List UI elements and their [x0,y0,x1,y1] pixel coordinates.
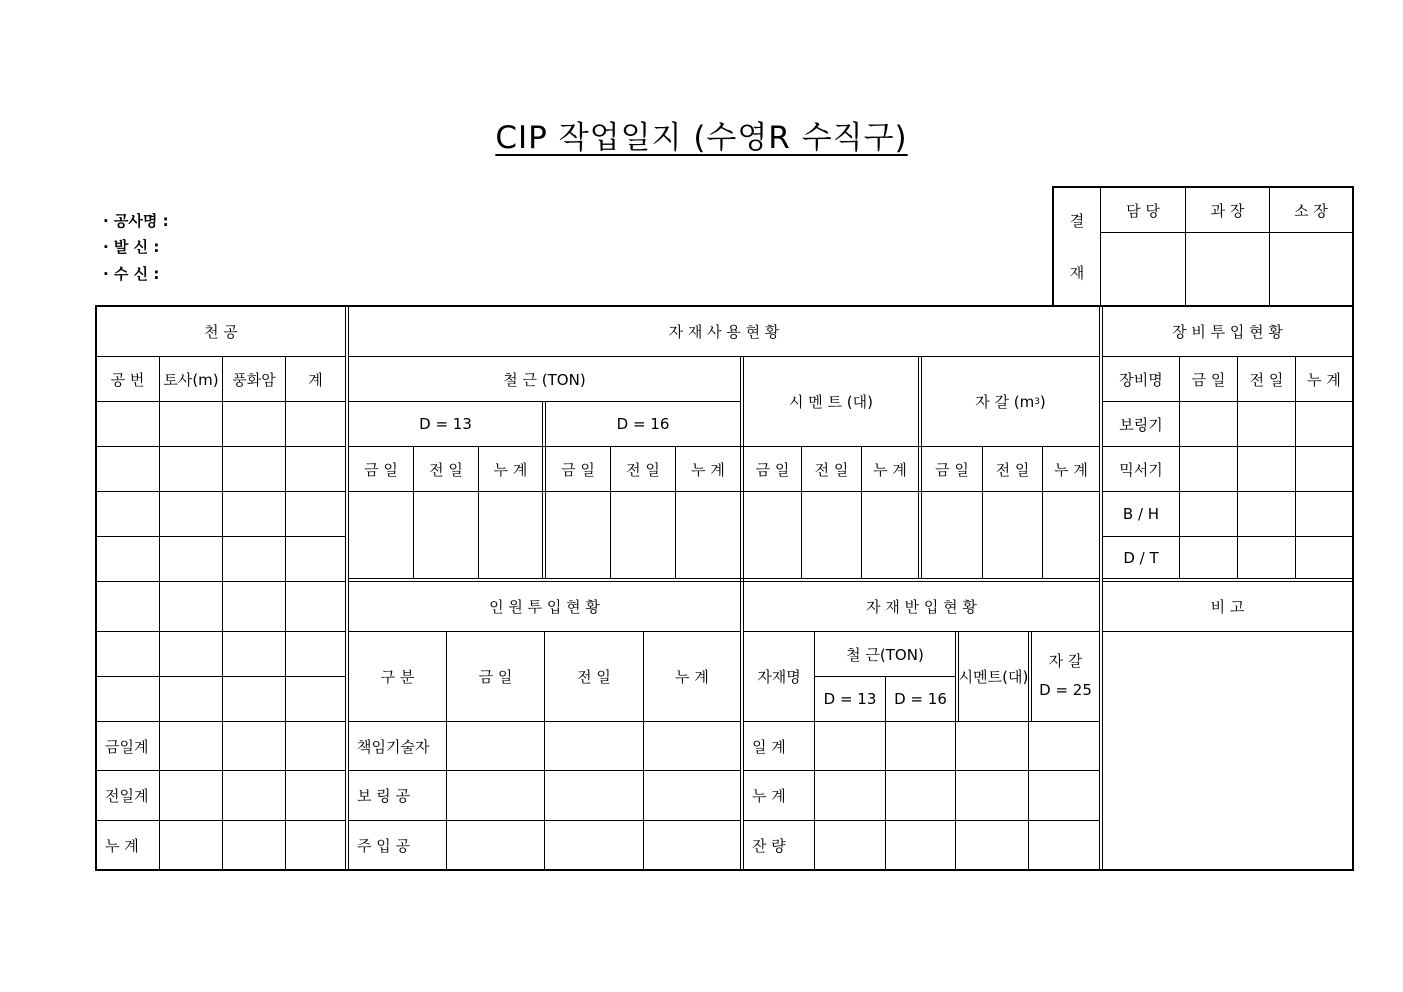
receiver-label: · 수 신 : [103,265,160,283]
equipment-col-prev: 전 일 [1249,370,1284,389]
approval-role-manager: 담 당 [1126,201,1160,220]
delivery-col-rebar-d13: D = 13 [823,690,877,708]
delivery-col-rebar: 철 근(TON) [846,645,924,664]
manpower-row-chief-engineer: 책임기술자 [357,737,430,756]
delivery-row-daily: 일 계 [752,737,786,756]
drilling-col-weathered-rock: 풍화암 [232,370,276,389]
drilling-cumulative: 누 계 [105,836,139,855]
equipment-item-mixer: 믹서기 [1119,460,1163,479]
delivery-col-gravel: 자 갈 [1048,651,1083,670]
materials-rebar-d16: D = 16 [616,415,670,433]
drilling-col-soil: 토사(m) [163,370,219,389]
mat-d13-cum: 누 계 [493,460,528,479]
mat-cement-prev: 전 일 [814,460,849,479]
sender-label: · 발 신 : [103,238,160,256]
mat-d13-prev: 전 일 [429,460,463,479]
materials-header: 자 재 사 용 현 황 [668,323,780,341]
delivery-col-rebar-d16: D = 16 [894,690,947,708]
drilling-header: 천 공 [204,323,238,341]
manpower-header: 인 원 투 입 현 황 [489,598,600,616]
equipment-item-boring-machine: 보링기 [1119,415,1163,434]
equipment-header: 장 비 투 입 현 황 [1172,323,1283,341]
drilling-col-hole-no: 공 번 [110,370,145,389]
project-name-label: · 공사명 : [103,212,169,230]
delivery-header: 자 재 반 입 현 황 [866,598,977,616]
approval-role-section-chief: 과 장 [1210,201,1245,220]
manpower-col-category: 구 분 [380,668,415,686]
equipment-col-cum: 누 계 [1307,370,1341,389]
materials-rebar-header: 철 근 (TON) [503,370,586,389]
delivery-row-remaining: 잔 량 [752,836,786,855]
mat-gravel-prev: 전 일 [995,460,1030,479]
mat-d16-cum: 누 계 [691,460,725,479]
approval-label-top: 결 [1069,211,1085,230]
remarks-header: 비 고 [1210,598,1245,616]
manpower-col-cum: 누 계 [675,668,709,686]
approval-label-bottom: 재 [1069,263,1085,282]
approval-role-site-chief: 소 장 [1294,201,1328,220]
mat-cement-cum: 누 계 [873,460,907,479]
mat-cement-today: 금 일 [755,460,790,479]
delivery-row-cumulative: 누 계 [752,787,786,805]
equipment-item-backhoe: B / H [1122,505,1160,523]
manpower-col-prev: 전 일 [577,668,611,686]
delivery-col-cement: 시멘트(대) [958,668,1029,686]
drilling-prev-total: 전일계 [105,787,149,805]
mat-gravel-cum: 누 계 [1054,460,1088,479]
materials-cement-header: 시 멘 트 (대) [789,393,873,411]
equipment-col-today: 금 일 [1191,370,1226,389]
equipment-item-dump-truck: D / T [1123,548,1159,567]
mat-d13-today: 금 일 [364,460,398,479]
materials-rebar-d13: D = 13 [419,415,472,433]
drilling-today-total: 금일계 [105,737,149,756]
delivery-col-material: 자재명 [757,668,801,686]
manpower-col-today: 금 일 [478,668,513,686]
manpower-row-boring-worker: 보 링 공 [357,787,411,805]
drilling-col-total: 계 [308,370,323,389]
materials-gravel-header: 자 갈 (m 3 ) [975,392,1046,411]
mat-d16-today: 금 일 [561,460,595,479]
mat-gravel-today: 금 일 [935,460,969,479]
delivery-col-gravel-d25: D = 25 [1039,681,1092,699]
mat-d16-prev: 전 일 [626,460,660,479]
equipment-col-name: 장비명 [1119,370,1163,389]
document-title: CIP 작업일지 (수영R 수직구) [495,120,908,156]
manpower-row-grouting-worker: 주 입 공 [357,836,411,855]
